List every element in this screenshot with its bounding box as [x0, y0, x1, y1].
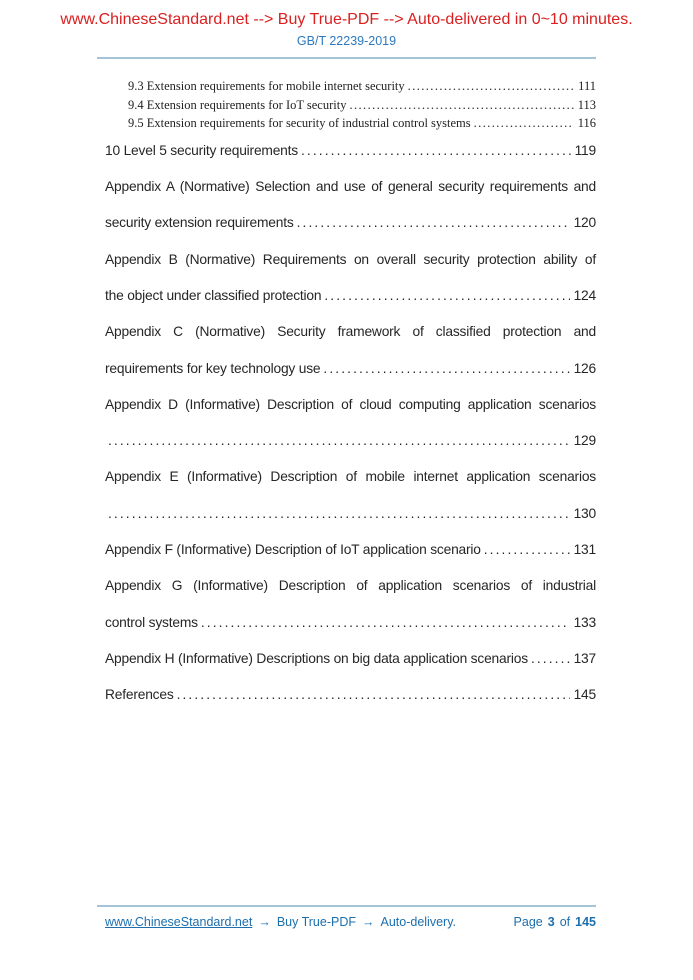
toc-entry — [105, 459, 596, 495]
toc-entry — [105, 351, 596, 387]
toc-page-number: 116 — [577, 116, 596, 131]
toc-entry — [105, 568, 596, 604]
toc-entry-text: References — [105, 687, 174, 703]
toc-entry-text: requirements for key technology use — [105, 360, 321, 376]
toc-entry — [105, 532, 596, 568]
arrow-right-icon: → — [362, 915, 375, 929]
toc-entry — [105, 242, 596, 278]
toc-entry-text: Appendix F (Informative) Description of IoT application scenario — [105, 542, 481, 558]
toc-entry — [105, 387, 596, 423]
toc-leader-dots — [349, 96, 573, 115]
header-rule — [97, 57, 596, 59]
toc-leader-dots — [301, 133, 571, 169]
toc-leader-dots — [177, 677, 570, 713]
toc-entry — [105, 677, 596, 713]
table-of-contents — [105, 77, 596, 714]
toc-page-number: 145 — [573, 687, 596, 703]
toc-page-number: 120 — [573, 215, 596, 231]
toc-entry — [105, 169, 596, 205]
toc-page-number: 133 — [573, 614, 596, 630]
page-total: 145 — [575, 915, 596, 929]
toc-leader-dots — [474, 114, 574, 133]
footer-link-group — [105, 915, 456, 929]
toc-entry — [105, 314, 596, 350]
toc-entry-text: Appendix C (Normative) Security framework of classified protection and — [105, 324, 596, 340]
page-of-label: of — [559, 915, 571, 929]
toc-entry-text: security extension requirements — [105, 215, 294, 231]
toc-entry — [105, 278, 596, 314]
toc-entry-text: Appendix B (Normative) Requirements on overall security protection ability of — [105, 251, 596, 267]
toc-entry-text: Appendix A (Normative) Selection and use of general security requirements and — [105, 179, 596, 195]
toc-entry-text: 10 Level 5 security requirements — [105, 142, 298, 158]
toc-entry-text: Appendix G (Informative) Description of application scenarios of industrial — [105, 578, 596, 594]
toc-page-number: 130 — [573, 505, 596, 521]
toc-page-number: 137 — [573, 650, 596, 666]
toc-page-number: 126 — [573, 360, 596, 376]
toc-page-number: 124 — [573, 287, 596, 303]
toc-entry-text: the object under classified protection — [105, 287, 322, 303]
toc-leader-dots — [323, 351, 569, 387]
toc-page-number: 131 — [573, 542, 596, 558]
toc-entry-text: 9.4 Extension requirements for IoT security — [128, 97, 347, 112]
toc-entry-text: Appendix H (Informative) Descriptions on big data application scenarios — [105, 650, 528, 666]
page-indicator — [514, 915, 596, 929]
page-current: 3 — [547, 915, 555, 929]
toc-entry — [105, 423, 596, 459]
doc-number: GB/T 22239-2019 — [296, 34, 397, 48]
toc-entry-text: 9.3 Extension requirements for mobile internet security — [128, 79, 405, 93]
toc-entry — [105, 133, 596, 169]
toc-leader-dots — [531, 641, 570, 677]
toc-leader-dots — [201, 605, 570, 641]
toc-entry-text: Appendix E (Informative) Description of mobile internet application scenarios — [105, 469, 596, 485]
toc-page-number: 113 — [577, 97, 596, 112]
toc-entry — [105, 205, 596, 241]
toc-leader-dots — [484, 532, 570, 568]
toc-entry-text: control systems — [105, 614, 198, 630]
toc-entry — [105, 641, 596, 677]
toc-leader-dots — [408, 77, 575, 96]
footer-rule — [97, 905, 596, 907]
toc-leader-dots — [324, 278, 569, 314]
toc-leader-dots — [297, 205, 570, 241]
toc-entry — [105, 77, 596, 96]
footer-buy-text: Buy True-PDF — [276, 915, 356, 929]
toc-entry — [105, 496, 596, 532]
header-banner: www.ChineseStandard.net --> Buy True-PDF --> Auto-delivered in 0~10 minutes. — [60, 11, 633, 28]
toc-page-number: 111 — [578, 79, 596, 93]
toc-page-number: 119 — [574, 142, 596, 158]
footer-delivery-text: Auto-delivery. — [380, 915, 456, 929]
toc-leader-dots — [108, 423, 570, 459]
toc-entry — [105, 114, 596, 133]
footer-link[interactable]: www.ChineseStandard.net — [105, 915, 253, 929]
arrow-right-icon: → — [258, 915, 271, 929]
toc-page-number: 129 — [573, 433, 596, 449]
toc-entry-text: 9.5 Extension requirements for security of industrial control systems — [128, 116, 471, 131]
page-label: Page — [513, 915, 543, 929]
toc-entry-text: Appendix D (Informative) Description of cloud computing application scenarios — [105, 396, 596, 412]
toc-entry — [105, 96, 596, 115]
toc-leader-dots — [108, 496, 570, 532]
footer — [105, 915, 596, 929]
toc-entry — [105, 605, 596, 641]
